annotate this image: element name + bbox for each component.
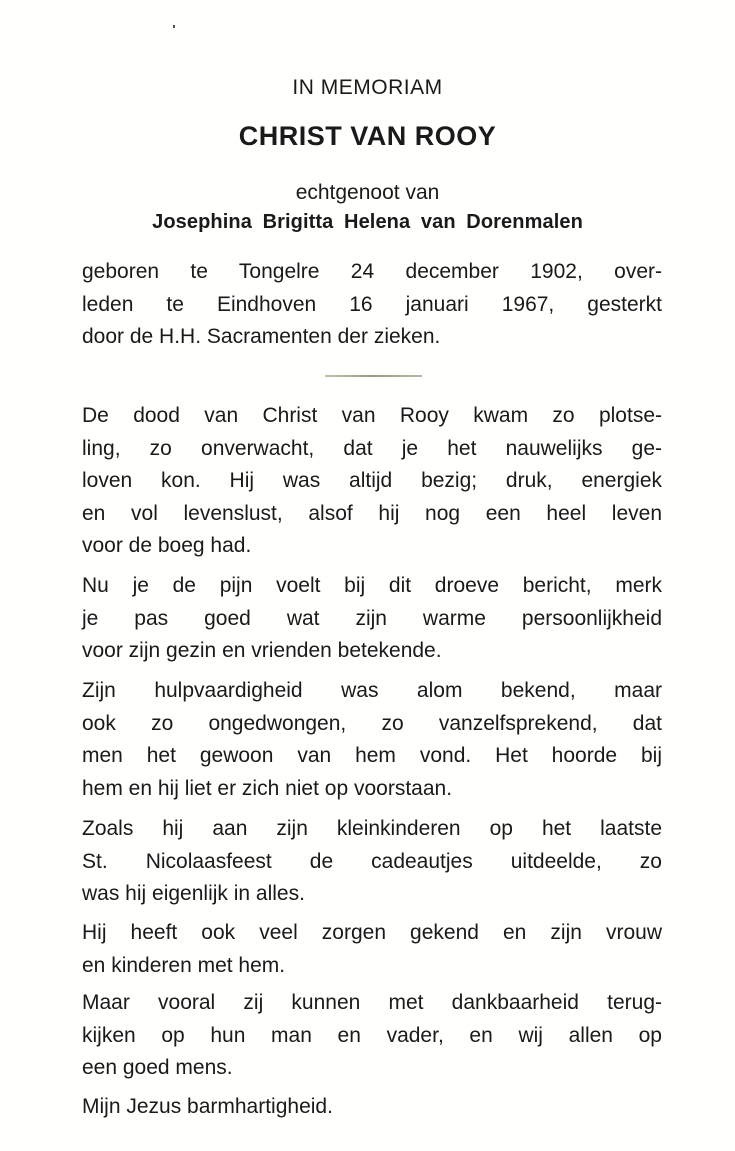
text-line: Hij heeft ook veel zorgen gekend en zijn vrouw [82, 921, 662, 944]
text-paragraph [82, 917, 662, 982]
text-line: hem en hij liet er zich niet op voorstaan. [82, 776, 453, 800]
text-line: De dood van Christ van Rooy kwam zo plotse- [82, 404, 662, 427]
bio-line: geboren te Tongelre 24 december 1902, over- [82, 260, 662, 283]
text-line: ook zo ongedwongen, zo vanzelfsprekend, dat [82, 711, 662, 735]
text-paragraph [82, 400, 662, 563]
text-line: Mijn Jezus barmhartigheid. [82, 1095, 333, 1118]
text-line: ling, zo onverwacht, dat je het nauwelijks ge- [82, 436, 662, 460]
deceased-name: CHRIST VAN ROOY [238, 121, 497, 151]
text-line: was hij eigenlijk in alles. [82, 882, 305, 905]
text-line: Zoals hij aan zijn kleinkinderen op het laatste [82, 817, 662, 840]
in-memoriam-heading: IN MEMORIAM [292, 76, 443, 99]
text-paragraph [82, 570, 662, 668]
divider-rule [325, 375, 422, 377]
print-speck [173, 25, 175, 28]
bio-paragraph [82, 256, 662, 354]
spouse-name: Josephina Brigitta Helena van Dorenmalen [152, 211, 583, 233]
text-line: Maar vooral zij kunnen met dankbaarheid terug- [82, 991, 662, 1014]
text-line: Nu je de pijn voelt bij dit droeve bericht, merk [82, 574, 662, 597]
text-paragraph [82, 675, 662, 805]
text-line: men het gewoon van hem vond. Het hoorde bij [82, 744, 662, 767]
text-line: je pas goed wat zijn warme persoonlijkheid [82, 606, 662, 630]
text-paragraph [82, 813, 662, 911]
spouse-label: echtgenoot van [295, 181, 440, 204]
text-line: St. Nicolaasfeest de cadeautjes uitdeelde, zo [82, 849, 662, 873]
text-line: voor de boeg had. [82, 534, 252, 557]
closing-prayer [82, 1091, 662, 1124]
text-line: Zijn hulpvaardigheid was alom bekend, maar [82, 679, 662, 702]
bio-line: door de H.H. Sacramenten der zieken. [82, 325, 441, 348]
text-line: een goed mens. [82, 1056, 233, 1079]
text-line: voor zijn gezin en vrienden betekende. [82, 639, 442, 662]
text-line: en kinderen met hem. [82, 953, 286, 977]
text-line: en vol levenslust, alsof hij nog een heel leven [82, 501, 662, 525]
text-paragraph [82, 987, 662, 1085]
bio-line: leden te Eindhoven 16 januari 1967, gesterkt [82, 292, 662, 316]
text-line: loven kon. Hij was altijd bezig; druk, energiek [82, 469, 662, 492]
text-line: kijken op hun man en vader, en wij allen op [82, 1023, 662, 1047]
